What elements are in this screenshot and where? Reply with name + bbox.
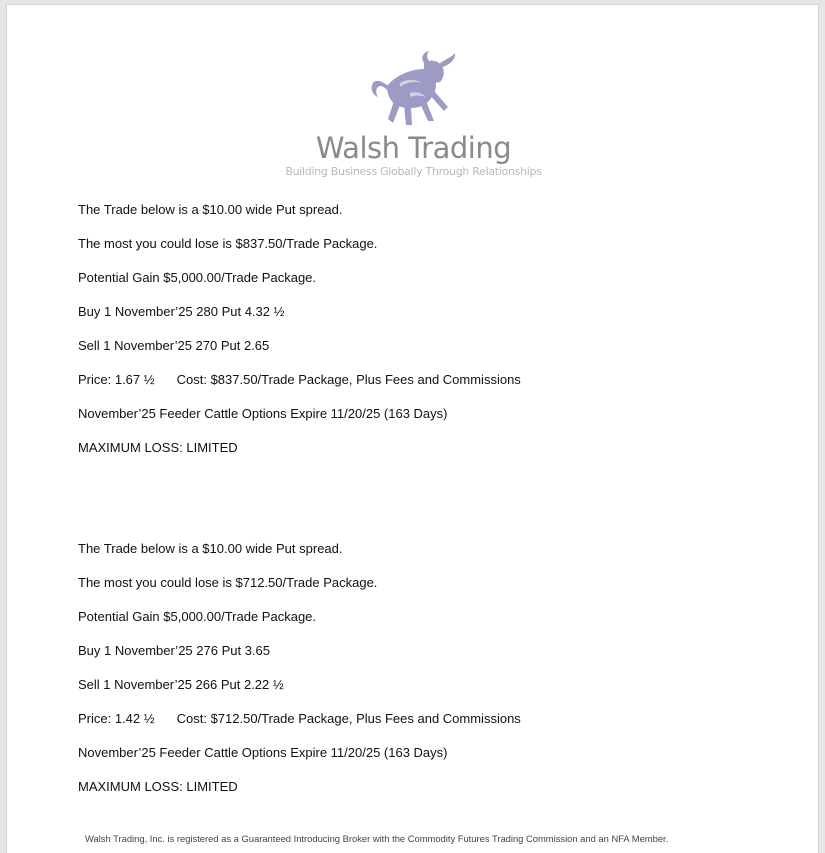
trade-expire: November’25 Feeder Cattle Options Expire 11/20/25 (163 Days) — [78, 406, 448, 421]
trade-gain: Potential Gain $5,000.00/Trade Package. — [78, 609, 317, 624]
brand-name: Walsh Trading — [315, 131, 512, 165]
trade-block-2 — [78, 539, 521, 811]
trade-price-cost — [78, 709, 521, 743]
trade-cost: Cost: $837.50/Trade Package, Plus Fees and Commissions — [176, 372, 521, 387]
trade-gain: Potential Gain $5,000.00/Trade Package. — [78, 270, 317, 285]
trade-cost: Cost: $712.50/Trade Package, Plus Fees and Commissions — [176, 711, 521, 726]
trade-block-1 — [78, 200, 521, 472]
trade-max-lose: The most you could lose is $837.50/Trade Package. — [78, 236, 378, 251]
trade-expire: November’25 Feeder Cattle Options Expire 11/20/25 (163 Days) — [78, 745, 448, 760]
document-page — [6, 4, 819, 853]
bull-icon — [366, 51, 462, 129]
trade-price-cost — [78, 370, 521, 404]
footer-disclaimer: Walsh Trading, Inc. is registered as a Guaranteed Introducing Broker with the Commodity Futures Trading Commission and an NFA Member. — [85, 833, 669, 844]
trade-sell: Sell 1 November’25 270 Put 2.65 — [78, 338, 270, 353]
trade-intro: The Trade below is a $10.00 wide Put spread. — [78, 202, 343, 217]
company-logo — [7, 51, 819, 179]
trade-buy: Buy 1 November’25 280 Put 4.32 ½ — [78, 304, 285, 319]
trade-max-loss: MAXIMUM LOSS: LIMITED — [78, 440, 238, 455]
trade-price: Price: 1.67 ½ — [78, 372, 155, 387]
trade-buy: Buy 1 November’25 276 Put 3.65 — [78, 643, 270, 658]
trade-intro: The Trade below is a $10.00 wide Put spread. — [78, 541, 343, 556]
brand-tagline: Building Business Globally Through Relationships — [285, 165, 542, 178]
trade-max-lose: The most you could lose is $712.50/Trade Package. — [78, 575, 378, 590]
trade-price: Price: 1.42 ½ — [78, 711, 155, 726]
trade-max-loss: MAXIMUM LOSS: LIMITED — [78, 779, 238, 794]
trade-sell: Sell 1 November’25 266 Put 2.22 ½ — [78, 677, 284, 692]
